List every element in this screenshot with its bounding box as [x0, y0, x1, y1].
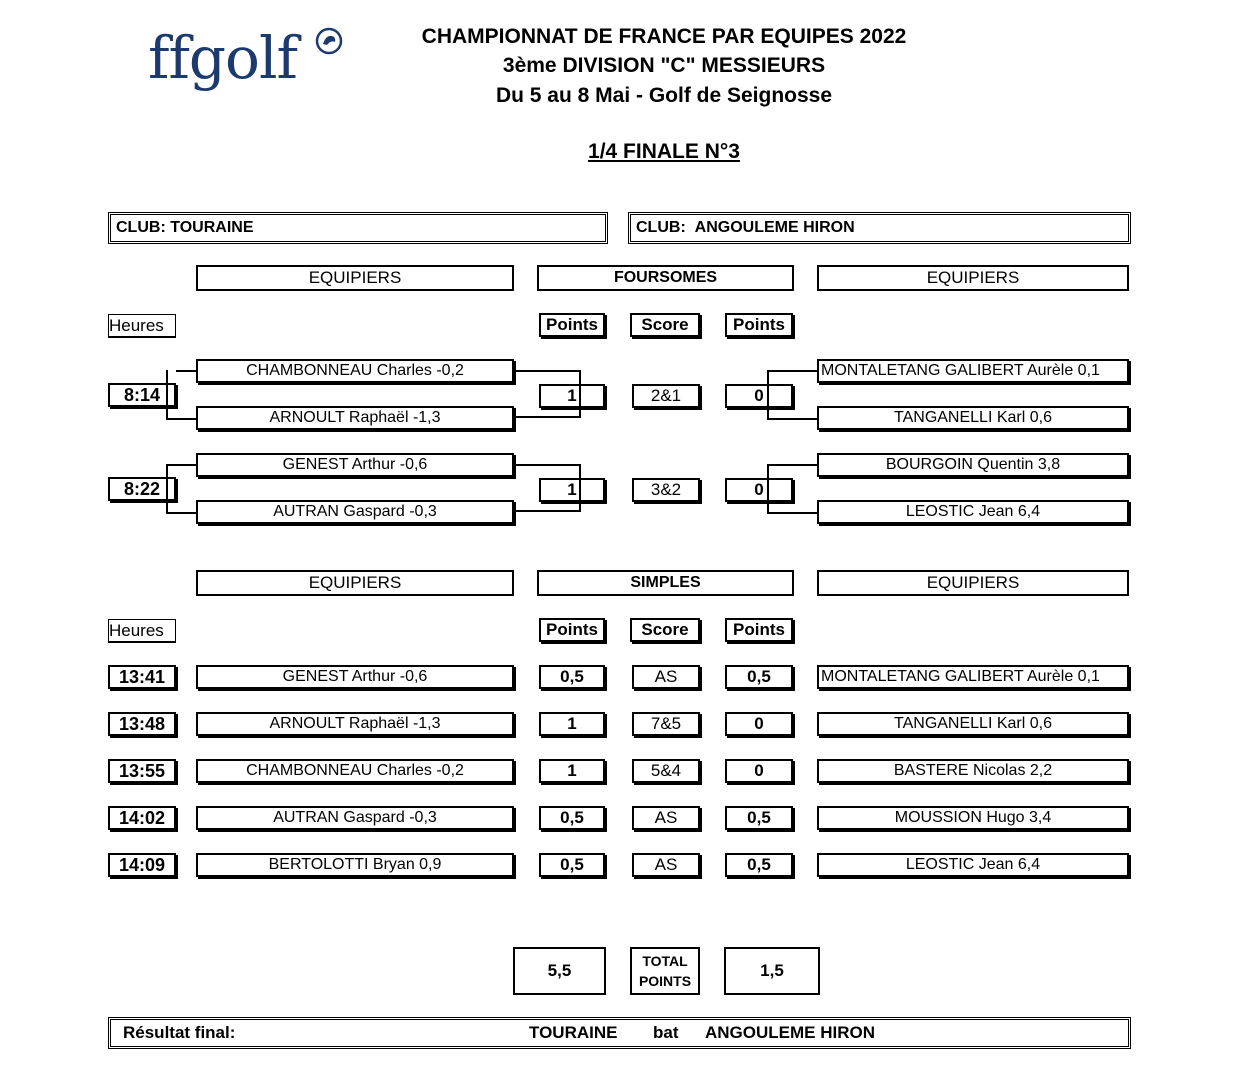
rooster-icon — [314, 26, 344, 56]
foursome-score: 3&2 — [632, 478, 700, 502]
score-header: Score — [630, 313, 700, 337]
simple-right-points: 0 — [725, 712, 793, 736]
club-left-name: TOURAINE — [170, 219, 254, 236]
foursome-left-player: CHAMBONNEAU Charles -0,2 — [196, 359, 514, 383]
simple-left-points: 0,5 — [539, 806, 605, 830]
simple-time: 14:02 — [108, 806, 176, 830]
club-right-box — [628, 212, 1131, 244]
division-title: 3ème DIVISION "C" MESSIEURS — [502, 54, 826, 77]
club-right-name: ANGOULEME HIRON — [694, 219, 855, 236]
simple-left-player: GENEST Arthur -0,6 — [196, 665, 514, 689]
foursome-time: 8:14 — [108, 383, 176, 407]
foursome-time: 8:22 — [108, 477, 176, 501]
points-left-header: Points — [539, 313, 605, 337]
heures-label: Heures — [108, 619, 176, 643]
foursome-left-points: 1 — [539, 478, 605, 502]
simple-right-player: BASTERE Nicolas 2,2 — [817, 759, 1129, 783]
round-title: 1/4 FINALE N°3 — [588, 140, 740, 163]
foursome-left-player: ARNOULT Raphaël -1,3 — [196, 406, 514, 430]
result-bat: bat — [653, 1023, 679, 1042]
simple-score: 7&5 — [632, 712, 700, 736]
simple-score: 5&4 — [632, 759, 700, 783]
simple-left-player: BERTOLOTTI Bryan 0,9 — [196, 853, 514, 877]
foursomes-header: FOURSOMES — [537, 265, 794, 291]
total-points-label — [630, 947, 700, 995]
championship-title: CHAMPIONNAT DE FRANCE PAR EQUIPES 2022 — [421, 25, 907, 48]
simple-time: 13:48 — [108, 712, 176, 736]
simples-row — [0, 665, 1240, 691]
simple-left-player: AUTRAN Gaspard -0,3 — [196, 806, 514, 830]
points-left-header: Points — [539, 618, 605, 642]
result-winner: TOURAINE — [529, 1023, 618, 1042]
simple-left-points: 1 — [539, 759, 605, 783]
heures-label: Heures — [108, 314, 176, 338]
logo-text: ffgolf — [148, 24, 297, 92]
final-result-box — [108, 1017, 1131, 1049]
result-loser: ANGOULEME HIRON — [705, 1023, 875, 1042]
club-left-label: CLUB: — [116, 219, 166, 236]
foursome-right-player: MONTALETANG GALIBERT Aurèle 0,1 — [817, 359, 1129, 383]
simples-row — [0, 759, 1240, 785]
total-left: 5,5 — [513, 947, 606, 995]
simples-row — [0, 853, 1240, 879]
simple-left-player: ARNOULT Raphaël -1,3 — [196, 712, 514, 736]
simple-score: AS — [632, 806, 700, 830]
equipiers-right-header: EQUIPIERS — [817, 570, 1129, 596]
foursome-right-player: TANGANELLI Karl 0,6 — [817, 406, 1129, 430]
total-label: TOTAL — [642, 953, 688, 969]
simple-right-player: LEOSTIC Jean 6,4 — [817, 853, 1129, 877]
simple-right-player: MONTALETANG GALIBERT Aurèle 0,1 — [817, 665, 1129, 689]
dates-venue: Du 5 au 8 Mai - Golf de Seignosse — [495, 84, 833, 107]
simples-row — [0, 806, 1240, 832]
foursome-right-points: 0 — [725, 384, 793, 408]
simple-score: AS — [632, 665, 700, 689]
simple-left-player: CHAMBONNEAU Charles -0,2 — [196, 759, 514, 783]
foursome-right-player: LEOSTIC Jean 6,4 — [817, 500, 1129, 524]
simple-left-points: 0,5 — [539, 853, 605, 877]
simple-time: 13:55 — [108, 759, 176, 783]
simple-right-player: TANGANELLI Karl 0,6 — [817, 712, 1129, 736]
simples-row — [0, 712, 1240, 738]
simple-time: 14:09 — [108, 853, 176, 877]
foursome-right-points: 0 — [725, 478, 793, 502]
ffgolf-logo — [148, 24, 348, 104]
simple-score: AS — [632, 853, 700, 877]
points-right-header: Points — [725, 313, 793, 337]
equipiers-right-header: EQUIPIERS — [817, 265, 1129, 291]
simple-right-points: 0 — [725, 759, 793, 783]
club-left-box — [108, 212, 608, 244]
points-label: POINTS — [638, 973, 692, 989]
score-header: Score — [630, 618, 700, 642]
foursome-right-player: BOURGOIN Quentin 3,8 — [817, 453, 1129, 477]
club-right-label: CLUB: — [636, 219, 686, 236]
total-right: 1,5 — [724, 947, 820, 995]
foursome-score: 2&1 — [632, 384, 700, 408]
simple-left-points: 1 — [539, 712, 605, 736]
simples-header: SIMPLES — [537, 570, 794, 596]
points-right-header: Points — [725, 618, 793, 642]
foursome-left-player: AUTRAN Gaspard -0,3 — [196, 500, 514, 524]
result-label: Résultat final: — [123, 1023, 236, 1042]
foursome-left-points: 1 — [539, 384, 605, 408]
simple-right-points: 0,5 — [725, 853, 793, 877]
simple-right-points: 0,5 — [725, 806, 793, 830]
simple-time: 13:41 — [108, 665, 176, 689]
simple-right-player: MOUSSION Hugo 3,4 — [817, 806, 1129, 830]
foursome-left-player: GENEST Arthur -0,6 — [196, 453, 514, 477]
simple-left-points: 0,5 — [539, 665, 605, 689]
equipiers-left-header: EQUIPIERS — [196, 570, 514, 596]
equipiers-left-header: EQUIPIERS — [196, 265, 514, 291]
simple-right-points: 0,5 — [725, 665, 793, 689]
